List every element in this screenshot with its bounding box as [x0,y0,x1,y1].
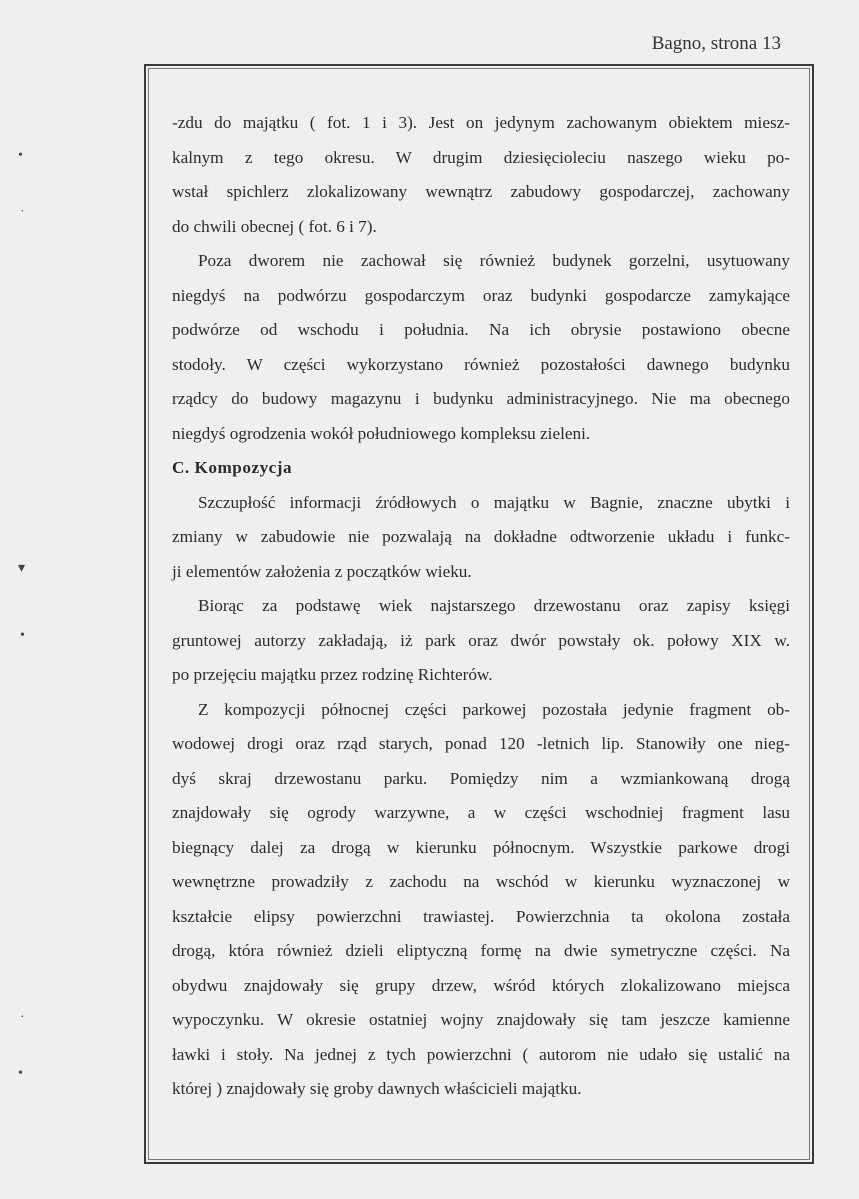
text-line: niegdyś na podwórzu gospodarczym oraz budynki gospodarcze zamykające [172,285,790,305]
text-line: znajdowały się ogrody warzywne, a w części wschodniej fragment lasu [172,803,790,822]
text-line: kalnym z tego okresu. W drugim dziesięcioleciu naszego wieku po- [172,147,790,167]
text-line: -zdu do majątku ( fot. 1 i 3). Jest on jedynym zachowanym obiektem miesz- [172,113,790,132]
text-line: podwórze od wschodu i południa. Na ich obrysie postawiono obecne [172,320,790,339]
text-line: Szczupłość informacji źródłowych o majątku w Bagnie, znaczne ubytki i [198,492,790,512]
text-line: drogą, która również dzieli eliptyczną formę na dwie symetryczne części. Na [172,941,790,960]
text-line: ji elementów założenia z początków wieku. [172,561,472,581]
margin-mark: • [18,1066,23,1081]
margin-mark: • [18,148,23,163]
text-line: kształcie elipsy powierzchni trawiastej. Powierzchnia ta okolona została [172,906,790,926]
text-line: biegnący dalej za drogą w kierunku północnym. Wszystkie parkowe drogi [172,837,790,857]
page-header: Bagno, strona 13 [651,33,781,54]
text-line: Biorąc za podstawę wiek najstarszego drzewostanu oraz zapisy księgi [198,596,790,615]
text-line: Poza dworem nie zachował się również budynek gorzelni, usytuowany [198,251,790,270]
text-line: dyś skraj drzewostanu parku. Pomiędzy nim a wzmiankowaną drogą [172,768,790,788]
text-line: wstał spichlerz zlokalizowany wewnątrz zabudowy gospodarczej, zachowany [172,182,790,201]
text-line: po przejęciu majątku przez rodzinę Richterów. [172,665,493,684]
text-line: zmiany w zabudowie nie pozwalają na dokładne odtworzenie układu i funkc- [172,527,790,546]
text-line: której ) znajdowały się groby dawnych właścicieli majątku. [172,1079,582,1098]
text-line: gruntowej autorzy zakładają, iż park oraz dwór powstały ok. połowy XIX w. [172,630,790,650]
text-line: wewnętrzne prowadziły z zachodu na wschód w kierunku wyznaczonej w [172,872,790,891]
margin-mark: ▾ [18,561,26,576]
text-line: niegdyś ogrodzenia wokół południowego kompleksu zieleni. [172,423,591,443]
document-body [172,106,790,1107]
text-line: stodoły. W części wykorzystano również pozostałości dawnego budynku [172,354,790,374]
section-heading: C. Kompozycja [172,458,293,477]
text-line: ławki i stoły. Na jednej z tych powierzchni ( autorom nie udało się ustalić na [172,1044,790,1064]
text-line: wodowej drogi oraz rząd starych, ponad 120 -letnich lip. Stanowiły one nieg- [172,734,790,753]
text-line: Z kompozycji północnej części parkowej pozostała jedynie fragment ob- [198,699,790,719]
margin-mark: · [20,1010,25,1025]
text-line: rządcy do budowy magazynu i budynku administracyjnego. Nie ma obecnego [172,389,790,408]
margin-mark: ˙ [20,208,25,223]
text-line: do chwili obecnej ( fot. 6 i 7). [172,216,377,236]
margin-mark: • [20,628,25,643]
text-line: obydwu znajdowały się grupy drzew, wśród których zlokalizowano miejsca [172,975,790,995]
text-line: wypoczynku. W okresie ostatniej wojny znajdowały się tam jeszcze kamienne [172,1010,790,1029]
